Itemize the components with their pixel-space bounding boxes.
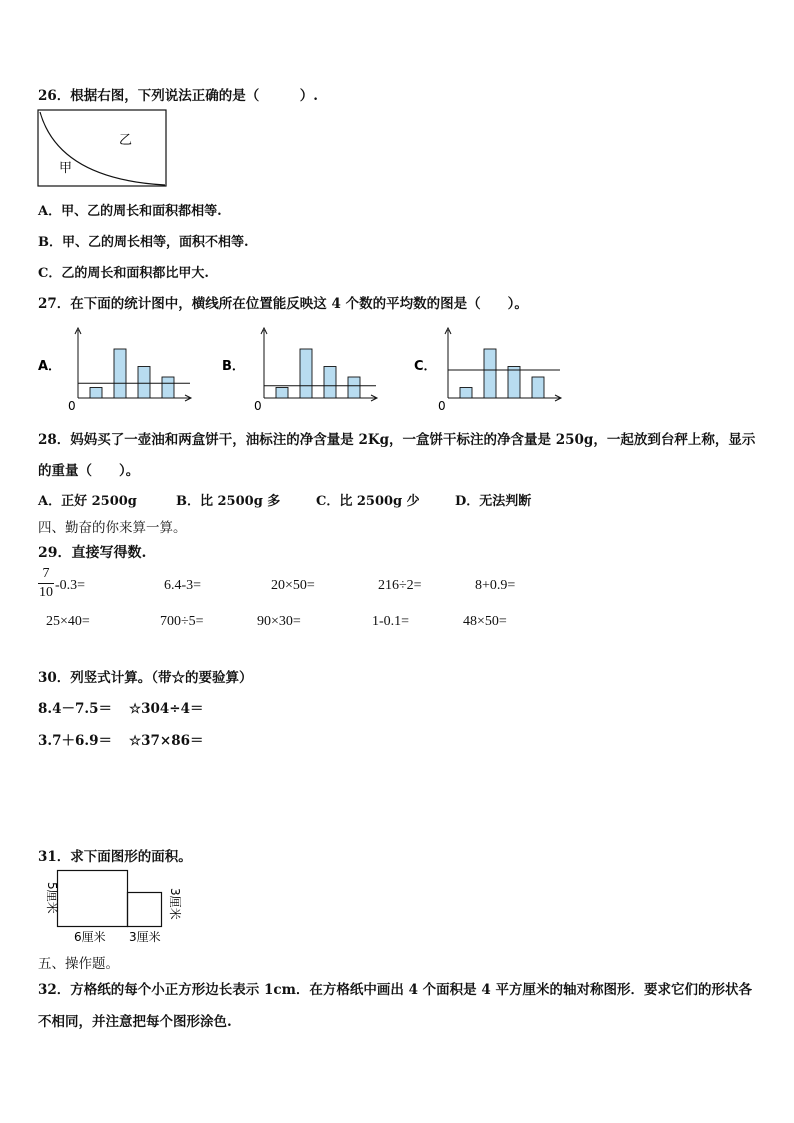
q32-line2: 不相同，并注意把每个图形涂色. — [38, 1014, 232, 1030]
q30-r2-c1: 3.7＋6.9＝ — [38, 733, 112, 749]
q29-fraction — [38, 566, 54, 601]
q31-right-height: 3厘米 — [168, 888, 182, 920]
q29-r2-c4: 1-0.1= — [372, 614, 410, 629]
q30-title: 30．列竖式计算。（带☆的要验算） — [38, 670, 253, 686]
q27-bar — [138, 367, 150, 399]
q29-r2-c2: 700÷5= — [160, 614, 204, 629]
q27-question: 27．在下面的统计图中，横线所在位置能反映这 4 个数的平均数的图是（ ）。 — [38, 296, 528, 312]
q31-right-width: 3厘米 — [129, 930, 161, 944]
q27-chart-label: A． — [38, 359, 62, 374]
q30-r1-c1: 8.4－7.5＝ — [38, 701, 112, 717]
q27-bar — [90, 388, 102, 399]
q27-bar — [324, 367, 336, 399]
q27-zero-label: 0 — [68, 399, 76, 412]
q31-large-rect — [58, 871, 128, 927]
q29-r1-c5: 8+0.9= — [475, 578, 516, 593]
q26-option-c[interactable]: C．乙的周长和面积都比甲大. — [38, 266, 209, 281]
q27-bar — [348, 377, 360, 398]
section4-title: 四、勤奋的你来算一算。 — [38, 520, 187, 536]
q27-bar — [508, 367, 520, 399]
q27-bar — [300, 349, 312, 398]
q27-zero-label: 0 — [254, 399, 262, 412]
q28-line2: 的重量（ ）。 — [38, 463, 140, 479]
q26-question: 26．根据右图，下列说法正确的是（ ）. — [38, 88, 318, 104]
q26-label-jia: 甲 — [59, 161, 73, 176]
section5-title: 五、操作题。 — [38, 956, 119, 972]
q26-figure — [37, 109, 169, 189]
q27-bar — [114, 349, 126, 398]
q28-line1: 28．妈妈买了一壶油和两盒饼干，油标注的净含量是 2Kg，一盒饼干标注的净含量是 250g，一起放到台秤上称，显示 — [38, 432, 756, 448]
fraction-denominator: 10 — [39, 585, 53, 600]
q27-chart-label: B． — [222, 359, 245, 374]
q28-option-a[interactable]: A．正好 2500g — [38, 494, 137, 509]
q29-r1-c4: 216÷2= — [378, 578, 422, 593]
q29-r2-c1: 25×40= — [46, 614, 90, 629]
q28-option-b[interactable]: B．比 2500g 多 — [176, 494, 281, 509]
q29-title: 29．直接写得数. — [38, 545, 147, 561]
q28-option-d[interactable]: D．无法判断 — [455, 494, 532, 509]
q26-option-a[interactable]: A．甲、乙的周长和面积都相等. — [38, 204, 222, 219]
q27-bar — [460, 388, 472, 399]
q30-r1-c2: ☆304÷4＝ — [129, 701, 204, 717]
q26-label-yi: 乙 — [119, 133, 133, 148]
q29-r2-c5: 48×50= — [463, 614, 507, 629]
q29-r1-c2: 6.4-3= — [164, 578, 202, 593]
q30-r2-c2: ☆37×86＝ — [129, 733, 204, 749]
q28-option-c[interactable]: C．比 2500g 少 — [316, 494, 420, 509]
q29-r1-c1: -0.3= — [55, 578, 86, 593]
q32-line1: 32．方格纸的每个小正方形边长表示 1cm．在方格纸中画出 4 个面积是 4 平方厘米的轴对称图形．要求它们的形状各 — [38, 982, 752, 998]
q27-zero-label: 0 — [438, 399, 446, 412]
q27-bar — [276, 388, 288, 399]
q27-bar — [532, 377, 544, 398]
q31-small-rect — [128, 893, 162, 927]
q27-charts — [30, 322, 570, 412]
q27-chart-label: C． — [414, 359, 437, 374]
fraction-numerator: 7 — [42, 566, 50, 581]
q29-r1-c3: 20×50= — [271, 578, 315, 593]
q31-title: 31．求下面图形的面积。 — [38, 849, 192, 865]
q27-bar — [484, 349, 496, 398]
q26-option-b[interactable]: B．甲、乙的周长相等，面积不相等. — [38, 235, 249, 250]
q26-rectangle — [38, 110, 166, 186]
q29-r2-c3: 90×30= — [257, 614, 301, 629]
q31-figure — [30, 866, 190, 946]
q31-left-width: 6厘米 — [74, 930, 106, 944]
q31-left-height: 5厘米 — [45, 882, 59, 914]
q27-bar — [162, 377, 174, 398]
